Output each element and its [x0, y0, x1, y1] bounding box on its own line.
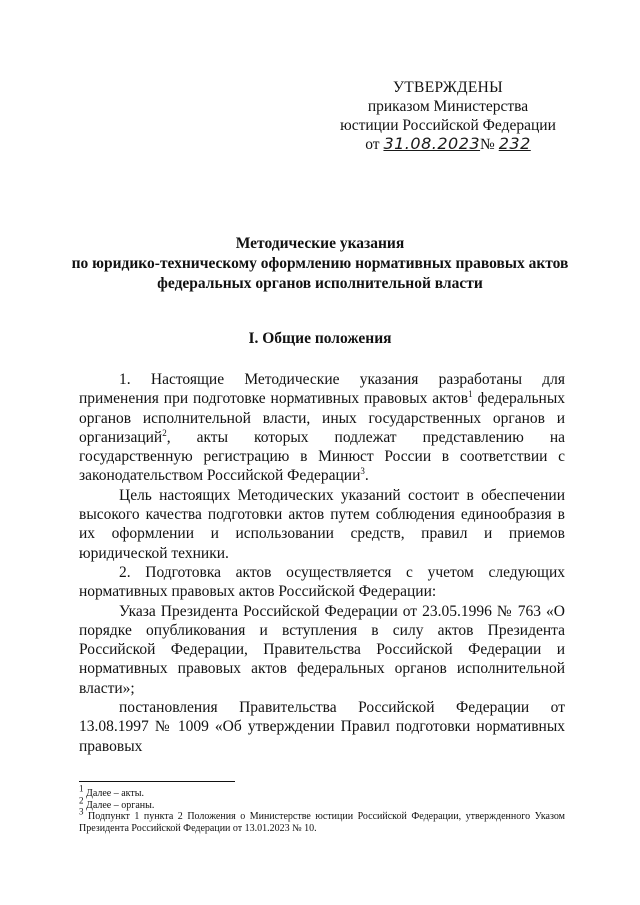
paragraph-1-part-c: , акты которых подлежат представлению на государственную регистрацию в Минюст России в соответствии с законодательством Российской Федерации: [79, 428, 565, 485]
approval-date-handwritten: 31.08.2023: [383, 134, 481, 153]
footnote-ref-1: 1: [468, 389, 473, 400]
footnote-3-text: Подпункт 1 пункта 2 Положения о Министерстве юстиции Российской Федерации, утвержденного Указом Президента Российской Федерации от 13.01.2023 № 10.: [79, 811, 565, 834]
approval-number-handwritten: 232: [498, 134, 531, 153]
footnote-divider: [79, 781, 235, 782]
footnote-1-text: Далее – акты.: [83, 788, 144, 799]
paragraph-2: Цель настоящих Методических указаний состоит в обеспечении высокого качества подготовки актов путем соблюдения единообразия в их оформлении и использовании средств, правил и приемов юридической техники.: [79, 486, 565, 562]
footnote-2-mark: 2: [79, 795, 84, 806]
footnote-ref-2: 2: [162, 427, 167, 438]
footnote-3: [79, 806, 565, 834]
paragraph-1-part-a: 1. Настоящие Методические указания разработаны для применения при подготовке нормативных правовых актов: [79, 371, 565, 408]
paragraph-3: 2. Подготовка актов осуществляется с учетом следующих нормативных правовых актов Российской Федерации:: [79, 563, 565, 601]
paragraph-4: Указа Президента Российской Федерации от 23.05.1996 № 763 «О порядке опубликования и вступления в силу актов Президента Российской Федерации, Правительства Российской Федерации и нормативных правовых актов федеральных органов исполнительной власти»;: [79, 602, 565, 697]
approval-title: УТВЕРЖДЕНЫ: [393, 79, 503, 96]
approval-line-2: юстиции Российской Федерации: [340, 117, 556, 134]
paragraph-1-part-b: федеральных органов исполнительной власти, иных государственных органов и организаций: [79, 390, 565, 446]
approval-date-prefix: от: [365, 136, 380, 153]
paragraph-1-part-d: .: [364, 467, 369, 485]
approval-line-1: приказом Министерства: [367, 98, 529, 115]
document-title-line-2: по юридико-техническому оформлению нормативных правовых актов: [71, 255, 569, 272]
document-title-line-3: федеральных органов исполнительной власти: [157, 275, 483, 292]
body-text: [79, 370, 565, 756]
paragraph-1: [79, 370, 565, 486]
footnote-3-mark: 3: [79, 806, 84, 817]
document-title: [60, 234, 580, 294]
footnote-2-text: Далее – органы.: [83, 799, 155, 811]
footnote-1-mark: 1: [79, 783, 84, 794]
approval-number-sign: №: [480, 136, 495, 153]
approval-block: [330, 78, 566, 154]
section-heading: I. Общие положения: [248, 330, 392, 347]
approval-date-line: [330, 134, 566, 154]
footnote-1: [79, 783, 565, 800]
footnote-ref-3: 3: [360, 466, 365, 477]
footnote-2: [79, 795, 565, 812]
document-title-line-1: Методические указания: [235, 235, 405, 252]
paragraph-5: постановления Правительства Российской Федерации от 13.08.1997 № 1009 «Об утверждении Правил подготовки нормативных правовых: [79, 699, 565, 755]
footnotes: [79, 783, 565, 834]
